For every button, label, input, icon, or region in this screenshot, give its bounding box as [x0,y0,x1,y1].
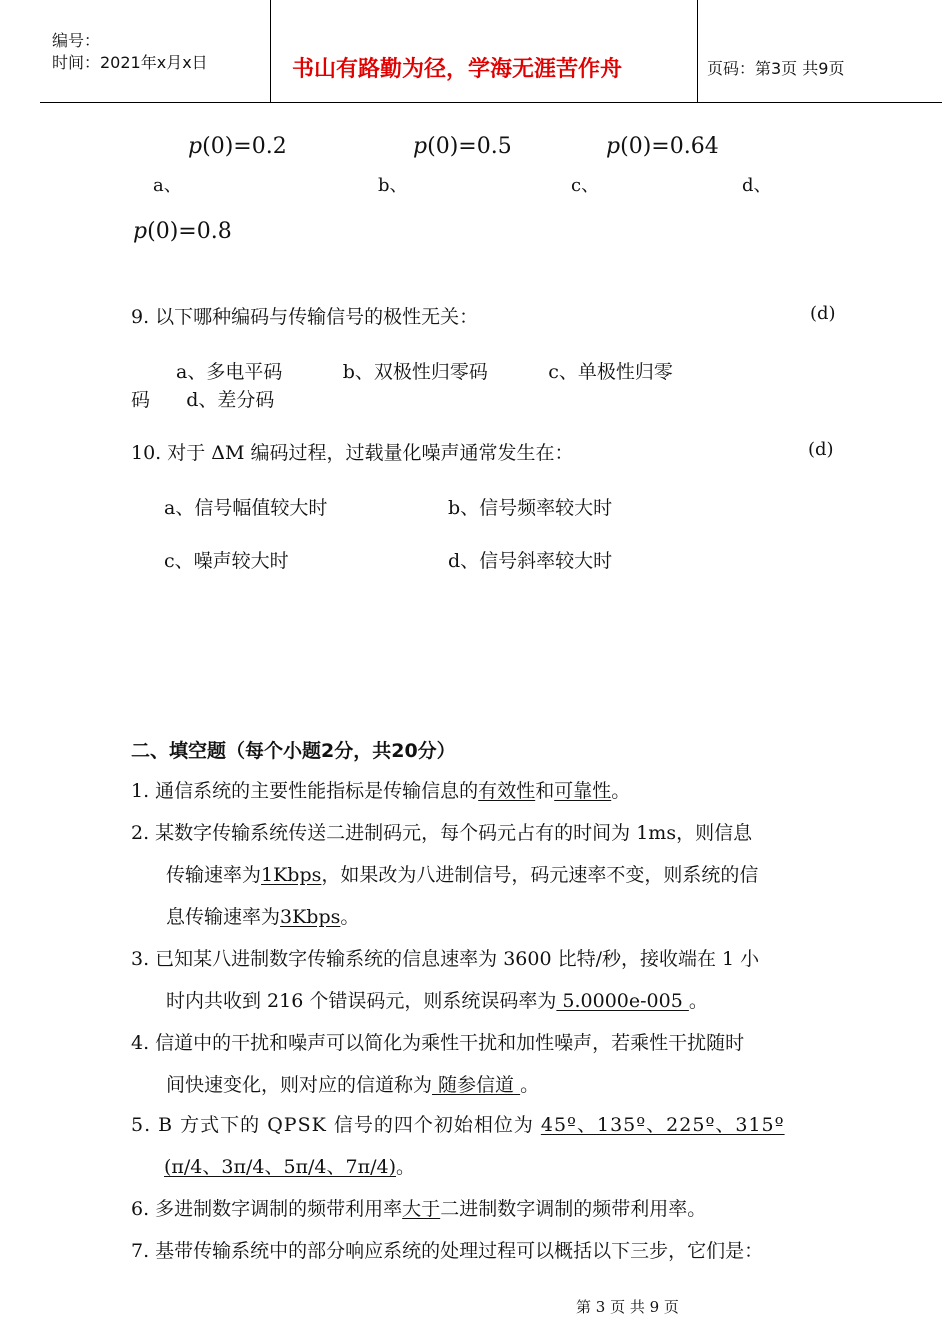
fill-q1-answer1: 有效性 [478,780,536,802]
option-a-formula: p(0)=0.2 [188,134,287,159]
fill-q2-line3: 息传输速率为3Kbps。 [166,906,360,928]
fill-q6-answer: 大于 [402,1198,441,1220]
q9-answer: (d) [810,303,836,324]
fill-q1: 1. 通信系统的主要性能指标是传输信息的有效性和可靠性。 [131,780,631,802]
fill-q3-answer: 5.0000e-005 [556,990,689,1012]
fill-q5-line1: 5. B 方式下的 QPSK 信号的四个初始相位为 45º、135º、225º、315º [131,1114,785,1136]
fill-q5-answer-degrees: 45º、135º、225º、315º [540,1114,785,1136]
q10-option-c: c、噪声较大时 [164,550,289,572]
section2-title: 二、填空题（每个小题2分，共20分） [131,740,456,762]
fill-q7: 7. 基带传输系统中的部分响应系统的处理过程可以概括以下三步，它们是： [131,1240,764,1262]
option-c-label: c、 [571,175,600,196]
page-footer: 第 3 页 共 9 页 [576,1298,679,1316]
fill-q2-answer1: 1Kbps [261,864,322,886]
header-divider-2 [697,0,698,102]
fill-q1-answer2: 可靠性 [554,780,612,802]
fill-q4-line1: 4. 信道中的干扰和噪声可以简化为乘性干扰和加性噪声，若乘性干扰随时 [131,1032,745,1054]
fill-q2-answer2: 3Kbps [280,906,341,928]
header-divider-1 [270,0,271,102]
header-motto: 书山有路勤为径，学海无涯苦作舟 [292,57,623,82]
option-a-label: a、 [153,175,182,196]
q10-option-a: a、信号幅值较大时 [164,497,328,519]
option-c-formula: p(0)=0.64 [606,134,719,159]
fill-q3-line1: 3. 已知某八进制数字传输系统的信息速率为 3600 比特/秒，接收端在 1 小 [131,948,760,970]
fill-q2-line2: 传输速率为1Kbps，如果改为八进制信号，码元速率不变，则系统的信 [166,864,759,886]
fill-q6: 6. 多进制数字调制的频带利用率大于二进制数字调制的频带利用率。 [131,1198,707,1220]
time-label: 时间：2021年x月x日 [52,53,208,72]
option-d-label: d、 [742,175,772,196]
page-info: 页码：第3页 共9页 [707,59,845,78]
fill-q2-line1: 2. 某数字传输系统传送二进制码元，每个码元占有的时间为 1ms，则信息 [131,822,753,844]
q10-stem: 10. 对于 ΔM 编码过程，过载量化噪声通常发生在： [131,442,574,464]
q9-options-line2: 码 d、差分码 [131,389,275,411]
q9-stem: 9. 以下哪种编码与传输信号的极性无关： [131,306,479,328]
option-d-formula: p(0)=0.8 [133,219,232,244]
option-b-label: b、 [378,175,408,196]
q10-answer: (d) [808,439,834,460]
q10-option-b: b、信号频率较大时 [448,497,613,519]
fill-q3-line2: 时内共收到 216 个错误码元，则系统误码率为 5.0000e-005 。 [166,990,708,1012]
fill-q4-line2: 间快速变化，则对应的信道称为 随参信道 。 [166,1074,540,1096]
fill-q5-line2: (π/4、3π/4、5π/4、7π/4)。 [164,1156,416,1178]
fill-q4-answer: 随参信道 [432,1074,521,1096]
option-b-formula: p(0)=0.5 [413,134,512,159]
serial-label: 编号： [52,31,101,50]
fill-q5-answer-radians: (π/4、3π/4、5π/4、7π/4) [164,1156,396,1178]
header-bottom-border [40,102,942,103]
q9-options-line1: a、多电平码 b、双极性归零码 c、单极性归零 [176,361,673,383]
q10-option-d: d、信号斜率较大时 [448,550,613,572]
